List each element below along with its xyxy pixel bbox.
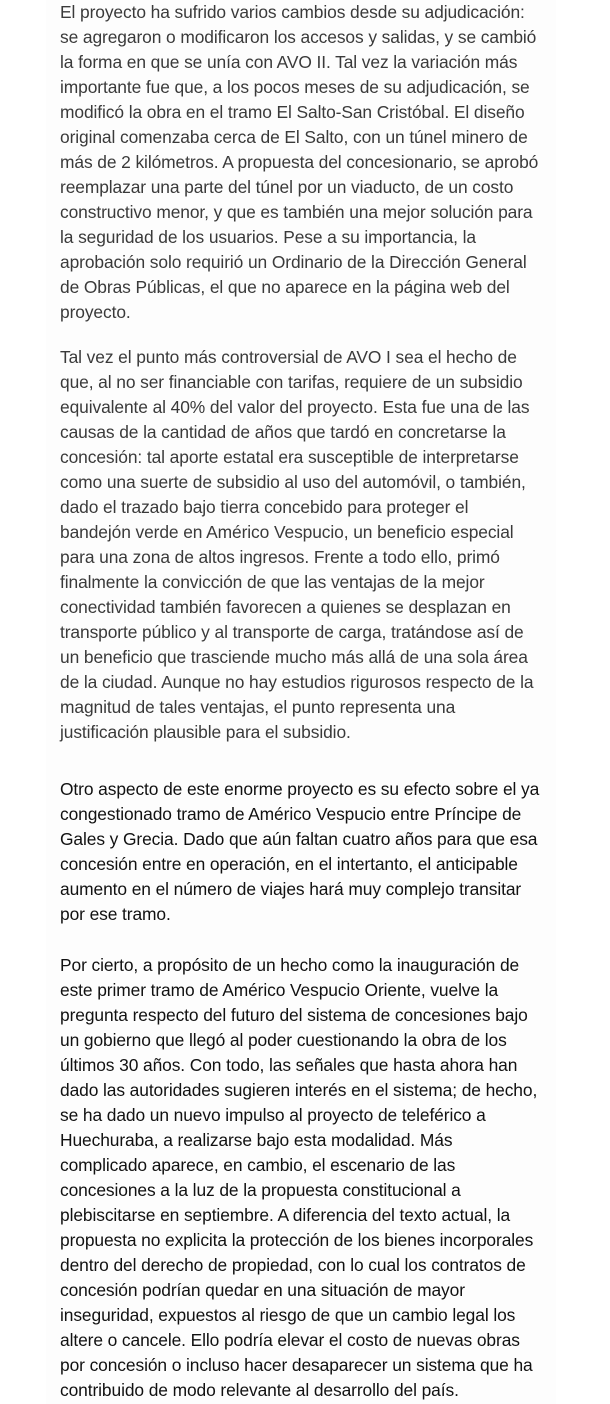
paragraph-line: Por cierto, a propósito de un hecho como la inauguración de: [60, 955, 520, 975]
paragraph-line: pregunta respecto del futuro del sistema de concesiones bajo: [60, 1005, 528, 1025]
paragraph-line: inseguridad, expuestos al riesgo de que un cambio legal los: [60, 1305, 516, 1325]
paragraph-line: por concesión o incluso hacer desaparecer un sistema que ha: [60, 1355, 533, 1375]
paragraph-line: este primer tramo de Américo Vespucio Oriente, vuelve la: [60, 980, 499, 1000]
paragraph-line: original comenzaba cerca de El Salto, con un túnel minero de: [60, 127, 528, 147]
paragraph-line: proyecto.: [60, 302, 131, 322]
paragraph-line: de la ciudad. Aunque no hay estudios rigurosos respecto de la: [60, 672, 534, 692]
paragraph-line: reemplazar una parte del túnel por un viaducto, de un costo: [60, 177, 514, 197]
article-paragraph-3: [60, 777, 560, 927]
paragraph-line: transporte público y al transporte de carga, tratándose así de: [60, 622, 524, 642]
paragraph-line: concesión podrían quedar en una situación de mayor: [60, 1280, 465, 1300]
paragraph-line: causas de la cantidad de años que tardó en concretarse la: [60, 422, 506, 442]
paragraph-line: para una zona de altos ingresos. Frente a todo ello, primó: [60, 547, 500, 567]
paragraph-line: Otro aspecto de este enorme proyecto es su efecto sobre el ya: [60, 779, 540, 799]
paragraph-line: constructivo menor, y que es también una mejor solución para: [60, 202, 533, 222]
paragraph-line: importante fue que, a los pocos meses de su adjudicación, se: [60, 77, 530, 97]
paragraph-line: la forma en que se unía con AVO II. Tal vez la variación más: [60, 52, 518, 72]
paragraph-line: dentro del derecho de propiedad, con lo cual los contratos de: [60, 1255, 526, 1275]
paragraph-line: dado el trazado bajo tierra concebido para proteger el: [60, 497, 469, 517]
paragraph-line: de Obras Públicas, el que no aparece en la página web del: [60, 277, 510, 297]
paragraph-line: un beneficio que trasciende mucho más allá de una sola área: [60, 647, 528, 667]
paragraph-line: la seguridad de los usuarios. Pese a su importancia, la: [60, 227, 476, 247]
paragraph-line: bandejón verde en Américo Vespucio, un beneficio especial: [60, 522, 514, 542]
paragraph-line: Tal vez el punto más controversial de AVO I sea el hecho de: [60, 347, 517, 367]
paragraph-line: finalmente la convicción de que las ventajas de la mejor: [60, 572, 485, 592]
paragraph-line: Huechuraba, a realizarse bajo esta modalidad. Más: [60, 1130, 453, 1150]
paragraph-line: Gales y Grecia. Dado que aún faltan cuatro años para que esa: [60, 829, 538, 849]
paragraph-line: por ese tramo.: [60, 904, 171, 924]
paragraph-line: que, al no ser financiable con tarifas, requiere de un subsidio: [60, 372, 523, 392]
paragraph-line: como una suerte de subsidio al uso del automóvil, o también,: [60, 472, 526, 492]
paragraph-line: aumento en el número de viajes hará muy complejo transitar: [60, 879, 522, 899]
paragraph-line: congestionado tramo de Américo Vespucio entre Príncipe de: [60, 804, 522, 824]
article-paragraph-1: [60, 0, 560, 325]
article-paragraph-2: [60, 345, 560, 745]
paragraph-line: se agregaron o modificaron los accesos y salidas, y se cambió: [60, 27, 537, 47]
paragraph-line: concesiones a la luz de la propuesta constitucional a: [60, 1180, 461, 1200]
paragraph-line: equivalente al 40% del valor del proyecto. Esta fue una de las: [60, 397, 530, 417]
paragraph-line: modificó la obra en el tramo El Salto-San Cristóbal. El diseño: [60, 102, 525, 122]
paragraph-line: conectividad también favorecen a quienes se desplazan en: [60, 597, 511, 617]
paragraph-line: concesión: tal aporte estatal era susceptible de interpretarse: [60, 447, 519, 467]
paragraph-line: contribuido de modo relevante al desarrollo del país.: [60, 1380, 459, 1400]
paragraph-line: propuesta no explicita la protección de los bienes incorporales: [60, 1230, 534, 1250]
article-paragraph-4: [60, 953, 560, 1403]
paragraph-line: aprobación solo requirió un Ordinario de la Dirección General: [60, 252, 527, 272]
paragraph-line: justificación plausible para el subsidio.: [60, 722, 351, 742]
paragraph-line: últimos 30 años. Con todo, las señales que hasta ahora han: [60, 1055, 518, 1075]
paragraph-line: plebiscitarse en septiembre. A diferencia del texto actual, la: [60, 1205, 511, 1225]
paragraph-line: complicado aparece, en cambio, el escenario de las: [60, 1155, 456, 1175]
paragraph-line: magnitud de tales ventajas, el punto representa una: [60, 697, 456, 717]
paragraph-line: más de 2 kilómetros. A propuesta del concesionario, se aprobó: [60, 152, 539, 172]
paragraph-line: altere o cancele. Ello podría elevar el costo de nuevas obras: [60, 1330, 520, 1350]
paragraph-line: dado las autoridades sugieren interés en el sistema; de hecho,: [60, 1080, 538, 1100]
paragraph-line: El proyecto ha sufrido varios cambios desde su adjudicación:: [60, 2, 525, 22]
paragraph-line: se ha dado un nuevo impulso al proyecto de teleférico a: [60, 1105, 486, 1125]
paragraph-line: un gobierno que llegó al poder cuestionando la obra de los: [60, 1030, 507, 1050]
paragraph-line: concesión entre en operación, en el intertanto, el anticipable: [60, 854, 518, 874]
